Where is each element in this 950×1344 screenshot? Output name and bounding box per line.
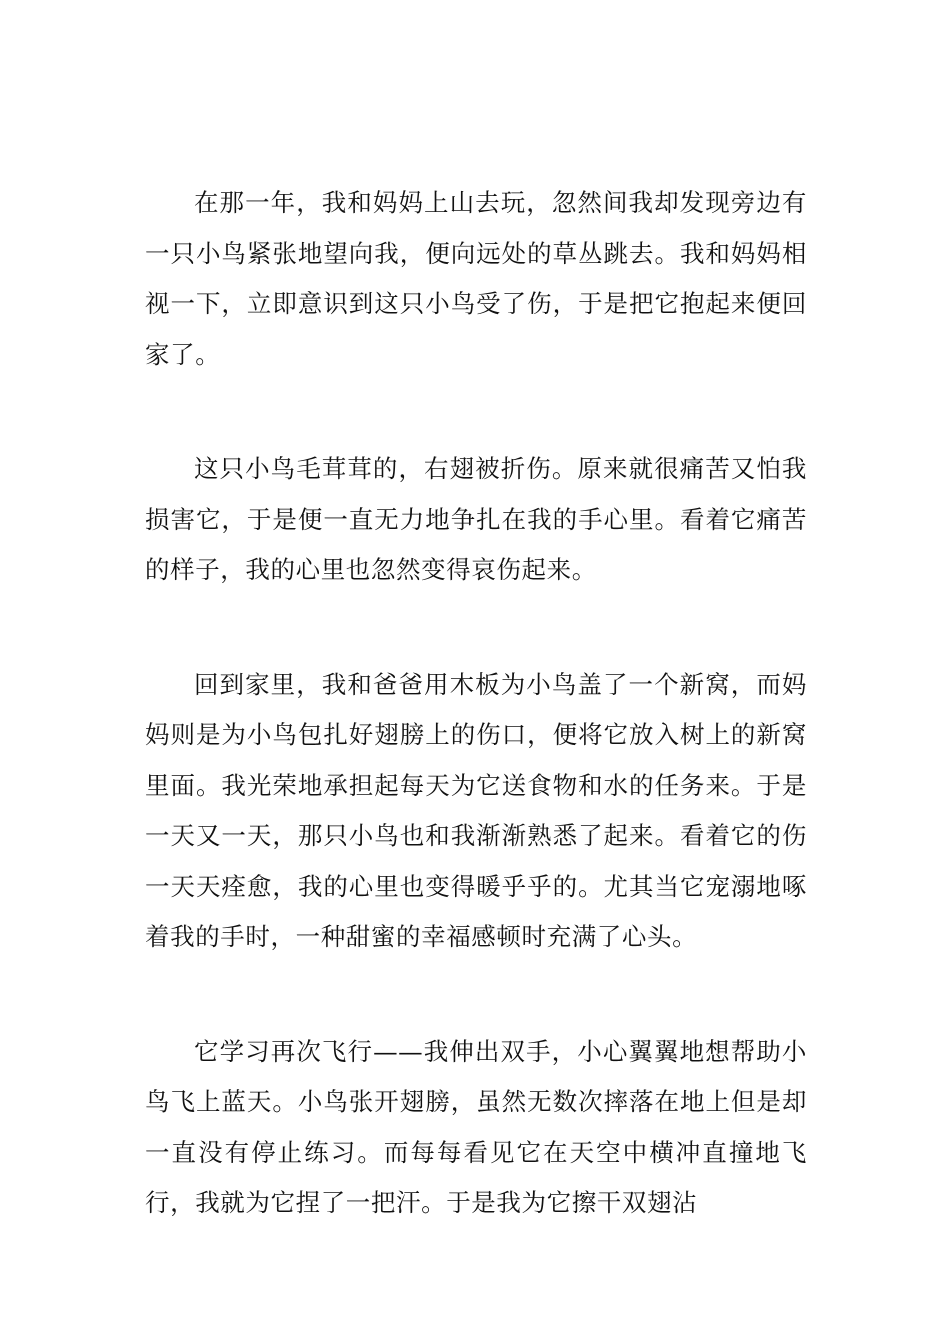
paragraph-2: 这只小鸟毛茸茸的，右翅被折伤。原来就很痛苦又怕我损害它，于是便一直无力地争扎在我的手心里。看着它痛苦的样子，我的心里也忽然变得哀伤起来。: [145, 454, 807, 584]
paragraph-4: 它学习再次飞行——我伸出双手，小心翼翼地想帮助小鸟飞上蓝天。小鸟张开翅膀，虽然无数次摔落在地上但是却一直没有停止练习。而每每看见它在天空中横冲直撞地飞行，我就为它捏了一把汗。于是我为它擦干双翅沾: [145, 1036, 807, 1217]
document-page: [145, 178, 807, 1293]
paragraph-3: 回到家里，我和爸爸用木板为小鸟盖了一个新窝，而妈妈则是为小鸟包扎好翅膀上的伤口，便将它放入树上的新窝里面。我光荣地承担起每天为它送食物和水的任务来。于是一天又一天，那只小鸟也和我渐渐熟悉了起来。看着它的伤一天天痊愈，我的心里也变得暖乎乎的。尤其当它宠溺地啄着我的手时，一种甜蜜的幸福感顿时充满了心头。: [145, 669, 807, 951]
paragraph-1: 在那一年，我和妈妈上山去玩，忽然间我却发现旁边有一只小鸟紧张地望向我，便向远处的草丛跳去。我和妈妈相视一下，立即意识到这只小鸟受了伤，于是把它抱起来便回家了。: [145, 188, 807, 369]
